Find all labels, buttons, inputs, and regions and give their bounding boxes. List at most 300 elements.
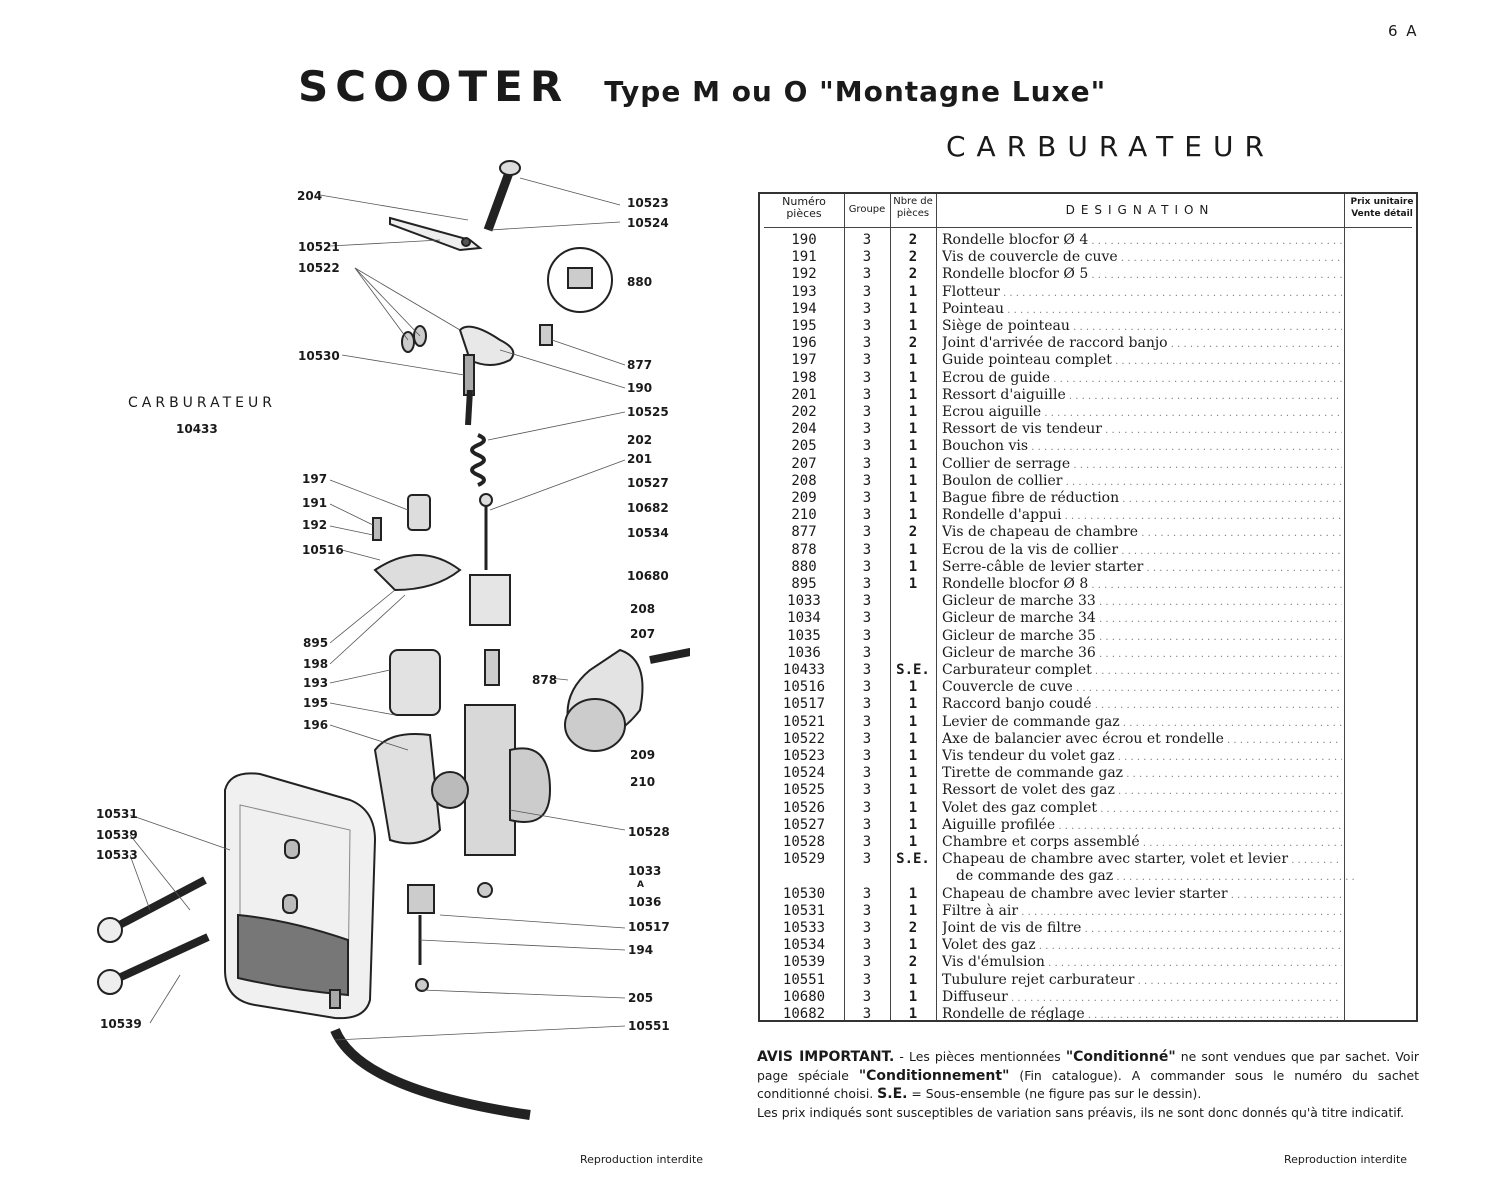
designation: Vis de chapeau de chambre . . . [942, 524, 1342, 542]
valve-10680 [470, 575, 510, 625]
group: 3 [862, 696, 872, 713]
table-row [760, 696, 1420, 713]
group: 3 [862, 644, 872, 661]
part-number: 10551 [782, 971, 826, 988]
part-number: 1033 [787, 593, 821, 610]
part-number: 10526 [782, 799, 826, 816]
group: 3 [862, 318, 872, 334]
banjo-10517 [408, 885, 434, 913]
designation: Rondelle blocfor Ø 4 . . . [942, 232, 1342, 250]
group: 3 [862, 404, 872, 420]
part-number: 195 [791, 318, 817, 334]
table-row [760, 576, 1420, 593]
table-row [760, 352, 1420, 369]
part-number: 877 [791, 524, 817, 541]
designation: Rondelle blocfor Ø 8 . . . [942, 576, 1342, 594]
designation: Axe de balancier avec écrou et rondelle . . . [942, 731, 1342, 749]
quantity: 1 [908, 696, 918, 713]
callout-10523: 10523 [627, 196, 669, 210]
designation: Guide pointeau complet . . . [942, 352, 1342, 370]
group: 3 [862, 920, 872, 936]
table-row [760, 800, 1420, 817]
table-row [760, 456, 1420, 473]
designation: Bouchon vis . . . [942, 438, 1342, 456]
part-number: 878 [791, 541, 817, 558]
notice-text-2: ne sont vendues que par sachet. Voir page spéciale [757, 1049, 1420, 1083]
quantity: 1 [908, 421, 918, 438]
quantity: 1 [908, 834, 918, 850]
quantity: 1 [908, 713, 918, 730]
callout-192: 192 [302, 518, 328, 532]
part-number: 10530 [782, 885, 826, 902]
quantity: 1 [908, 300, 918, 317]
part-number: 190 [791, 232, 817, 248]
table-row [760, 559, 1420, 576]
callout-191: 191 [302, 496, 328, 510]
callout-190: 190 [627, 381, 653, 395]
designation: Joint de vis de filtre . . . [942, 920, 1342, 938]
group: 3 [862, 885, 872, 902]
part-number: 10534 [782, 937, 826, 954]
group: 3 [862, 576, 872, 592]
table-row [760, 628, 1420, 645]
quantity: 1 [908, 782, 918, 799]
part-number: 209 [791, 490, 817, 506]
designation: Carburateur complet . . . [942, 662, 1342, 680]
designation: Chambre et corps assemblé . . . [942, 834, 1342, 852]
quantity: 2 [908, 920, 918, 936]
quantity: 1 [908, 541, 918, 558]
notice-text-3: (Fin catalogue). A commander sous le numéro du sachet conditionné choisi. [757, 1067, 1419, 1101]
designation: Ressort d'aiguille . . . [942, 387, 1342, 405]
callout-10533: 10533 [96, 848, 138, 862]
diagram-label: CARBURATEUR [128, 395, 276, 411]
group: 3 [862, 954, 872, 971]
designation: Pointeau . . . [942, 301, 1342, 319]
group: 3 [862, 490, 872, 506]
part-number: 1034 [787, 610, 821, 627]
designation: Chapeau de chambre avec starter, volet et levier . . . [942, 851, 1342, 869]
designation-continued: de commande des gaz . . . [956, 868, 1356, 886]
group: 3 [862, 937, 872, 954]
table-row [760, 954, 1420, 971]
designation: Ressort de vis tendeur . . . [942, 421, 1342, 439]
quantity: 2 [908, 266, 918, 283]
group: 3 [862, 593, 872, 610]
designation: Tirette de commande gaz . . . [942, 765, 1342, 783]
designation: Aiguille profilée . . . [942, 817, 1342, 835]
callout-201: 201 [627, 452, 653, 466]
page-number: 6 A [1388, 22, 1419, 40]
page-title [298, 62, 1106, 111]
air-filter-10531 [225, 773, 375, 1018]
part-number: 10517 [782, 696, 826, 713]
callout-1036: 1036 [628, 895, 662, 909]
footer-left: Reproduction interdite [580, 1153, 704, 1166]
header-groupe: Groupe [848, 204, 886, 215]
designation: Gicleur de marche 34 . . . [942, 610, 1342, 628]
designation: Vis d'émulsion . . . [942, 954, 1342, 972]
table-row [760, 249, 1420, 266]
quantity: 1 [908, 455, 918, 472]
quantity: 1 [908, 885, 918, 902]
table-row [760, 748, 1420, 765]
table-row [760, 817, 1420, 834]
part-number: 10525 [782, 782, 826, 799]
table-row [760, 765, 1420, 782]
table-row [760, 266, 1420, 283]
hose-10551 [335, 1030, 530, 1115]
designation: Diffuseur . . . [942, 989, 1342, 1007]
header-numero: Numéro pièces [782, 195, 826, 220]
callout-1033: 1033 [628, 864, 662, 878]
part-number: 10682 [782, 1006, 826, 1022]
callout-10539-b: 10539 [100, 1017, 142, 1031]
designation: Collier de serrage . . . [942, 456, 1342, 474]
designation: Bague fibre de réduction . . . [942, 490, 1342, 508]
quantity: 1 [908, 404, 918, 420]
table-row [760, 972, 1420, 989]
group: 3 [862, 352, 872, 369]
group: 3 [862, 627, 872, 644]
callout-202: 202 [627, 433, 653, 447]
table-row [760, 645, 1420, 662]
group: 3 [862, 748, 872, 764]
table-row [760, 834, 1420, 851]
designation: Gicleur de marche 36 . . . [942, 645, 1342, 663]
part-number: 202 [791, 404, 817, 420]
callout-208: 208 [630, 602, 656, 616]
part-number: 10528 [782, 834, 826, 850]
section-subtitle: CARBURATEUR [946, 130, 1275, 163]
header-nbre: Nbre de pièces [893, 196, 933, 219]
callout-196: 196 [303, 718, 329, 732]
part-number: 10433 [782, 662, 826, 678]
callout-10539: 10539 [96, 828, 138, 842]
group: 3 [862, 232, 872, 248]
designation: Raccord banjo coudé . . . [942, 696, 1342, 714]
part-number: 198 [791, 369, 817, 386]
table-row [760, 731, 1420, 748]
table-row [760, 782, 1420, 799]
quantity: 1 [908, 902, 918, 919]
group: 3 [862, 558, 872, 575]
callout-204: 204 [297, 189, 323, 203]
table-row [760, 593, 1420, 610]
designation: Flotteur . . . [942, 284, 1342, 302]
quantity: 1 [908, 937, 918, 954]
callout-10531: 10531 [96, 807, 138, 821]
callout-10534: 10534 [627, 526, 669, 540]
table-row [760, 714, 1420, 731]
callout-10682: 10682 [627, 501, 669, 515]
important-notice [757, 1048, 1419, 1122]
designation: Vis tendeur du volet gaz . . . [942, 748, 1342, 766]
notice-se: S.E. [877, 1086, 908, 1102]
notice-conditionnement: "Conditionnement" [858, 1067, 1010, 1084]
carburetor-body-10528 [375, 705, 550, 855]
group: 3 [862, 283, 872, 300]
group: 3 [862, 730, 872, 747]
header-designation: DESIGNATION [1065, 203, 1215, 217]
part-number: 192 [791, 266, 817, 283]
quantity: S.E. [896, 662, 930, 678]
quantity: 1 [908, 748, 918, 764]
group: 3 [862, 662, 872, 678]
designation: Ecrou de guide . . . [942, 370, 1342, 388]
notice-text-4: = Sous-ensemble (ne figure pas sur le dessin). [907, 1086, 1202, 1101]
quantity: 1 [908, 472, 918, 489]
designation: Ecrou aiguille . . . [942, 404, 1342, 422]
quantity: 1 [908, 438, 918, 455]
table-row [760, 335, 1420, 352]
group: 3 [862, 507, 872, 524]
callout-878: 878 [532, 673, 558, 687]
quantity: 1 [908, 318, 918, 334]
group: 3 [862, 438, 872, 455]
callout-range-a: A [637, 880, 644, 890]
table-row [760, 507, 1420, 524]
part-number: 1036 [787, 644, 821, 661]
table-row [760, 920, 1420, 937]
table-row [760, 438, 1420, 455]
quantity: 1 [908, 679, 918, 696]
table-row [760, 662, 1420, 679]
group: 3 [862, 541, 872, 558]
part-number: 10524 [782, 765, 826, 782]
quantity: 1 [908, 283, 918, 300]
quantity: 1 [908, 352, 918, 369]
table-row [760, 851, 1420, 868]
part-number: 1035 [787, 627, 821, 644]
quantity: 2 [908, 335, 918, 352]
quantity: 1 [908, 988, 918, 1005]
designation: Volet des gaz . . . [942, 937, 1342, 955]
part-number: 10523 [782, 748, 826, 764]
table-row-continuation [760, 868, 1420, 885]
part-number: 895 [791, 576, 817, 592]
notice-text-5: Les prix indiqués sont susceptibles de variation sans préavis, ils ne sont donc donnés qu'à titre indicatif. [757, 1104, 1405, 1120]
part-number: 204 [791, 421, 817, 438]
callout-198: 198 [303, 657, 329, 671]
group: 3 [862, 610, 872, 627]
group: 3 [862, 679, 872, 696]
group: 3 [862, 455, 872, 472]
callout-209: 209 [630, 748, 656, 762]
part-number: 208 [791, 472, 817, 489]
quantity: 1 [908, 816, 918, 833]
notice-heading: AVIS IMPORTANT. [757, 1049, 895, 1065]
designation: Gicleur de marche 33 . . . [942, 593, 1342, 611]
quantity: 1 [908, 558, 918, 575]
cover-10516 [375, 555, 460, 590]
part-number: 10527 [782, 816, 826, 833]
callout-197: 197 [302, 472, 328, 486]
group: 3 [862, 834, 872, 850]
table-row [760, 903, 1420, 920]
quantity: 2 [908, 524, 918, 541]
designation: Tubulure rejet carburateur . . . [942, 972, 1342, 990]
designation: Serre-câble de levier starter . . . [942, 559, 1342, 577]
group: 3 [862, 386, 872, 403]
header-prix: Prix unitaire Vente détail [1350, 197, 1414, 219]
quantity: 1 [908, 1006, 918, 1022]
table-row [760, 421, 1420, 438]
part-number: 197 [791, 352, 817, 369]
part-number: 205 [791, 438, 817, 455]
part-number: 201 [791, 386, 817, 403]
part-number: 194 [791, 300, 817, 317]
quantity: 1 [908, 765, 918, 782]
quantity: 2 [908, 249, 918, 266]
callout-195: 195 [303, 696, 329, 710]
title-model: Type M ou O "Montagne Luxe" [604, 75, 1107, 108]
part-number: 10522 [782, 730, 826, 747]
callout-10516: 10516 [302, 543, 344, 557]
group: 3 [862, 266, 872, 283]
table-row [760, 1006, 1420, 1023]
group: 3 [862, 971, 872, 988]
table-row [760, 232, 1420, 249]
table-row [760, 404, 1420, 421]
designation: Rondelle d'appui . . . [942, 507, 1342, 525]
designation: Ecrou de la vis de collier . . . [942, 542, 1342, 560]
designation: Ressort de volet des gaz . . . [942, 782, 1342, 800]
designation: Rondelle blocfor Ø 5 . . . [942, 266, 1342, 284]
callout-210: 210 [630, 775, 656, 789]
designation: Joint d'arrivée de raccord banjo . . . [942, 335, 1342, 353]
group: 3 [862, 524, 872, 541]
callout-10551: 10551 [628, 1019, 670, 1033]
part-number: 10529 [782, 851, 826, 868]
table-row [760, 610, 1420, 627]
group: 3 [862, 765, 872, 782]
group: 3 [862, 1006, 872, 1022]
callout-10680: 10680 [627, 569, 669, 583]
quantity: 1 [908, 971, 918, 988]
callout-877: 877 [627, 358, 653, 372]
quantity: 2 [908, 232, 918, 248]
table-row [760, 370, 1420, 387]
table-row [760, 989, 1420, 1006]
group: 3 [862, 988, 872, 1005]
spring-10525 [472, 435, 484, 485]
group: 3 [862, 369, 872, 386]
table-row [760, 679, 1420, 696]
table-row [760, 886, 1420, 903]
callout-10525: 10525 [627, 405, 669, 419]
notice-text-1: - Les pièces mentionnées [894, 1049, 1066, 1064]
part-number: 880 [791, 558, 817, 575]
callout-10524: 10524 [627, 216, 669, 230]
callout-205: 205 [628, 991, 654, 1005]
group: 3 [862, 472, 872, 489]
part-number: 193 [791, 283, 817, 300]
part-number: 191 [791, 249, 817, 266]
group: 3 [862, 421, 872, 438]
quantity: 1 [908, 730, 918, 747]
group: 3 [862, 300, 872, 317]
screw-10523 [488, 161, 520, 230]
callout-10521: 10521 [298, 240, 340, 254]
group: 3 [862, 782, 872, 799]
carburetor-illustration [90, 150, 690, 1150]
part-number: 10531 [782, 902, 826, 919]
callout-895: 895 [303, 636, 329, 650]
quantity: 1 [908, 507, 918, 524]
part-number: 10516 [782, 679, 826, 696]
callout-10527: 10527 [627, 476, 669, 490]
header-rule [764, 227, 1412, 228]
float-193 [390, 650, 440, 715]
designation: Siège de pointeau . . . [942, 318, 1342, 336]
parts-table [758, 192, 1418, 1022]
notice-conditionne: "Conditionné" [1065, 1049, 1176, 1065]
group: 3 [862, 799, 872, 816]
callout-880: 880 [627, 275, 653, 289]
group: 3 [862, 851, 872, 868]
group: 3 [862, 713, 872, 730]
table-row [760, 301, 1420, 318]
quantity: 1 [908, 576, 918, 592]
table-row [760, 473, 1420, 490]
designation: Vis de couvercle de cuve . . . [942, 249, 1342, 267]
table-row [760, 524, 1420, 541]
group: 3 [862, 902, 872, 919]
table-row [760, 284, 1420, 301]
part-number: 10539 [782, 954, 826, 971]
table-row [760, 318, 1420, 335]
designation: Levier de commande gaz . . . [942, 714, 1342, 732]
part-number: 210 [791, 507, 817, 524]
part-number: 207 [791, 455, 817, 472]
footer-right: Reproduction interdite [1284, 1153, 1408, 1166]
designation: Volet des gaz complet . . . [942, 800, 1342, 818]
group: 3 [862, 249, 872, 266]
quantity: 1 [908, 369, 918, 386]
group: 3 [862, 335, 872, 352]
group: 3 [862, 816, 872, 833]
title-brand: SCOOTER [298, 62, 570, 111]
table-row [760, 490, 1420, 507]
part-number: 10680 [782, 988, 826, 1005]
designation: Rondelle de réglage . . . [942, 1006, 1342, 1024]
quantity: 1 [908, 799, 918, 816]
part-number: 196 [791, 335, 817, 352]
callout-10528: 10528 [628, 825, 670, 839]
callout-10517: 10517 [628, 920, 670, 934]
diagram-code: 10433 [176, 422, 218, 436]
part-number: 10533 [782, 920, 826, 936]
callout-10530: 10530 [298, 349, 340, 363]
callout-193: 193 [303, 676, 329, 690]
designation: Chapeau de chambre avec levier starter . . . [942, 886, 1342, 904]
exploded-diagram [90, 150, 690, 1154]
designation: Boulon de collier . . . [942, 473, 1342, 491]
callout-194: 194 [628, 943, 654, 957]
quantity: 1 [908, 490, 918, 506]
quantity: S.E. [896, 851, 930, 868]
quantity: 1 [908, 386, 918, 403]
designation: Filtre à air . . . [942, 903, 1342, 921]
callout-207: 207 [630, 627, 656, 641]
table-row [760, 937, 1420, 954]
designation: Couvercle de cuve . . . [942, 679, 1342, 697]
callout-10522: 10522 [298, 261, 340, 275]
table-row [760, 542, 1420, 559]
designation: Gicleur de marche 35 . . . [942, 628, 1342, 646]
table-row [760, 387, 1420, 404]
